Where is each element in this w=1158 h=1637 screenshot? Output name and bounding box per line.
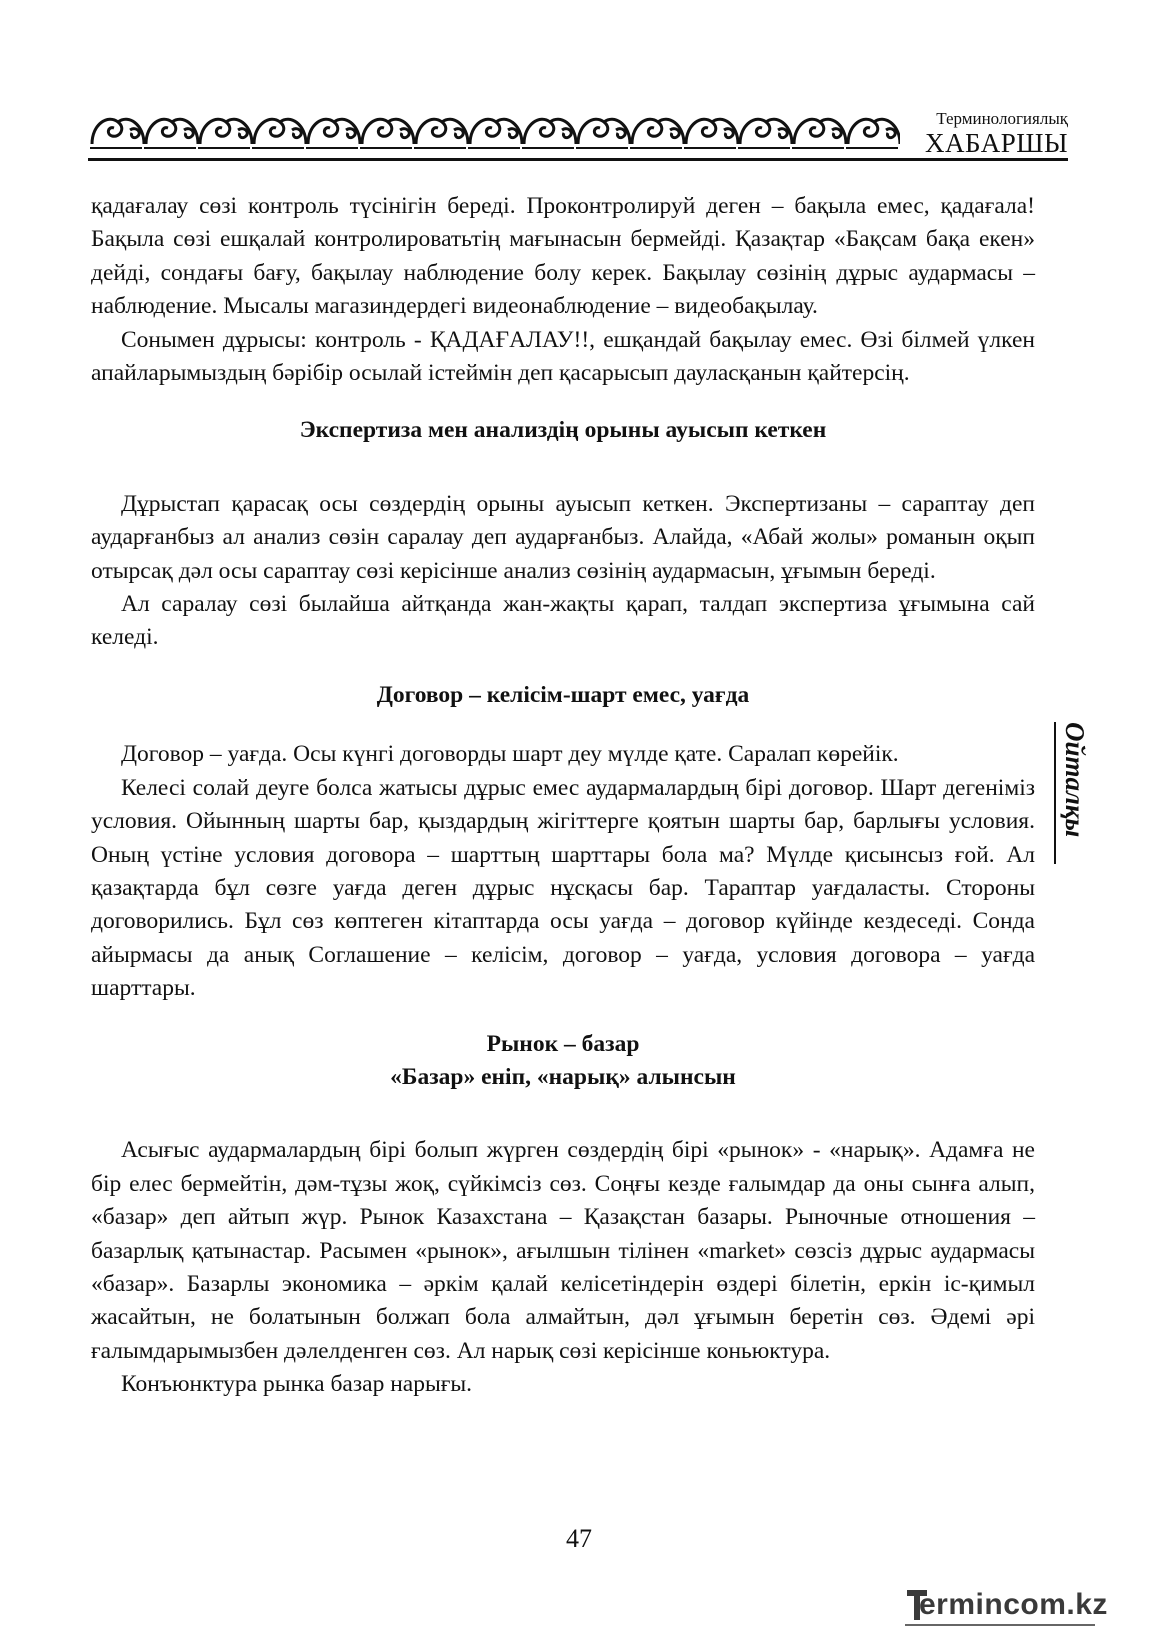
page-header — [88, 100, 1068, 162]
section-subheading: «Базар» еніп, «нарық» алынсын — [390, 1063, 736, 1090]
sidebar-divider — [1054, 722, 1056, 864]
paragraph: Сонымен дұрысы: контроль - ҚАДАҒАЛАУ!!, ешқандай бақылау емес. Өзі білмей үлкен апайларымыздың бәрібір осылай істеймін деп қасарысып дауласқанын қайтерсің. — [91, 326, 1035, 387]
ornament-border-icon — [88, 108, 900, 152]
header-title: ХАБАРШЫ — [925, 128, 1068, 158]
paragraph: Асығыс аудармалардың бірі болып жүрген сөздердің бірі «рынок» - «нарық». Адамға не бір елес бермейтін, дәм-тұзы жоқ, сүйкімсіз сөз. Соңғы кезде ғалымдар да оны сынға алып, «базар» деп айтып жүр. Рынок Казахстана – Қазақстан базары. Рыночные отношения – базарлық қатынастар. Расымен «рынок», ағылшын тілінен «market» сөзсіз дұрыс аудармасы «базар». Базарлы экономика – әркім қалай келісетіндерін өздері білетін, еркін іс-қимыл жасайтын, не болатынын болжап бола алмайтын, дәл ұғымын беретін сөз. Әдемі әрі ғалымдарымызбен дәлелденген сөз. Ал нарық сөзі керісінше коньюктура. — [91, 1137, 1035, 1364]
watermark-text: ermincom.kz — [919, 1588, 1108, 1621]
header-subtitle: Терминологиялық — [936, 109, 1068, 128]
watermark — [905, 1584, 1108, 1628]
section-heading: Рынок – базар — [486, 1030, 640, 1057]
paragraph: қадағалау сөзі контроль түсінігін береді. Проконтролируй деген – бақыла емес, қадағала! Бақыла сөзі ешқалай контролироватьтің мағынасын бермейді. Қазақтар «Бақсам бақа екен» дейді, сондағы бағу, бақылау наблюдение болу керек. Бақылау сөзінің дұрыс аудармасы – наблюдение. Мысалы магазиндердегі видеонаблюдение – видеобақылау. — [91, 193, 1035, 320]
header-divider — [88, 158, 1068, 161]
paragraph: Ал саралау сөзі былайша айтқанда жан-жақты қарап, талдап экспертиза ұғымына сай келеді. — [91, 591, 1035, 651]
paragraph: Келесі солай деуге болса жатысы дұрыс емес аудармалардың бірі договор. Шарт дегеніміз условия. Ойынның шарты бар, қыздардың жігіттерге қоятын шарты бар, барлығы условия. Оның үстіне условия договора – шарттың шарттары бола ма? Мүлде қисынсыз ғой. Ал қазақтарда бұл сөзге уағда деген дұрыс нұсқасы бар. Тараптар уағдаласты. Стороны договорились. Бұл сөз көптеген кітаптарда осы уағда – договор күйінде кездеседі. Сонда айырмасы да анық Соглашение – келісім, договор – уағда, условия договора – уағда шарттары. — [91, 774, 1035, 1002]
paragraph: Конъюнктура рынка базар нарығы. — [121, 1371, 473, 1398]
sidebar-label: Ойталқы — [1060, 722, 1090, 838]
watermark-underline — [905, 1624, 1095, 1626]
article-body — [91, 190, 1035, 1402]
section-heading: Договор – келісім-шарт емес, уағда — [376, 681, 750, 708]
paragraph: Договор – уағда. Осы күнгі договорды шарт деу мүлде қате. Саралап көрейік. — [121, 741, 899, 768]
section-heading: Экспертиза мен анализдің орыны ауысып кеткен — [299, 417, 827, 444]
paragraph: Дұрыстап қарасақ осы сөздердің орыны ауысып кеткен. Экспертизаны – сараптау деп аударғанбыз ал анализ сөзін саралау деп аударғанбыз. Алайда, «Абай жолы» романын оқып отырсақ дәл осы сараптау сөзі керісінше анализ сөзінің аудармасын, ұғымын береді. — [91, 490, 1035, 584]
section-sidebar — [1050, 722, 1090, 864]
page-number: 47 — [566, 1524, 592, 1553]
